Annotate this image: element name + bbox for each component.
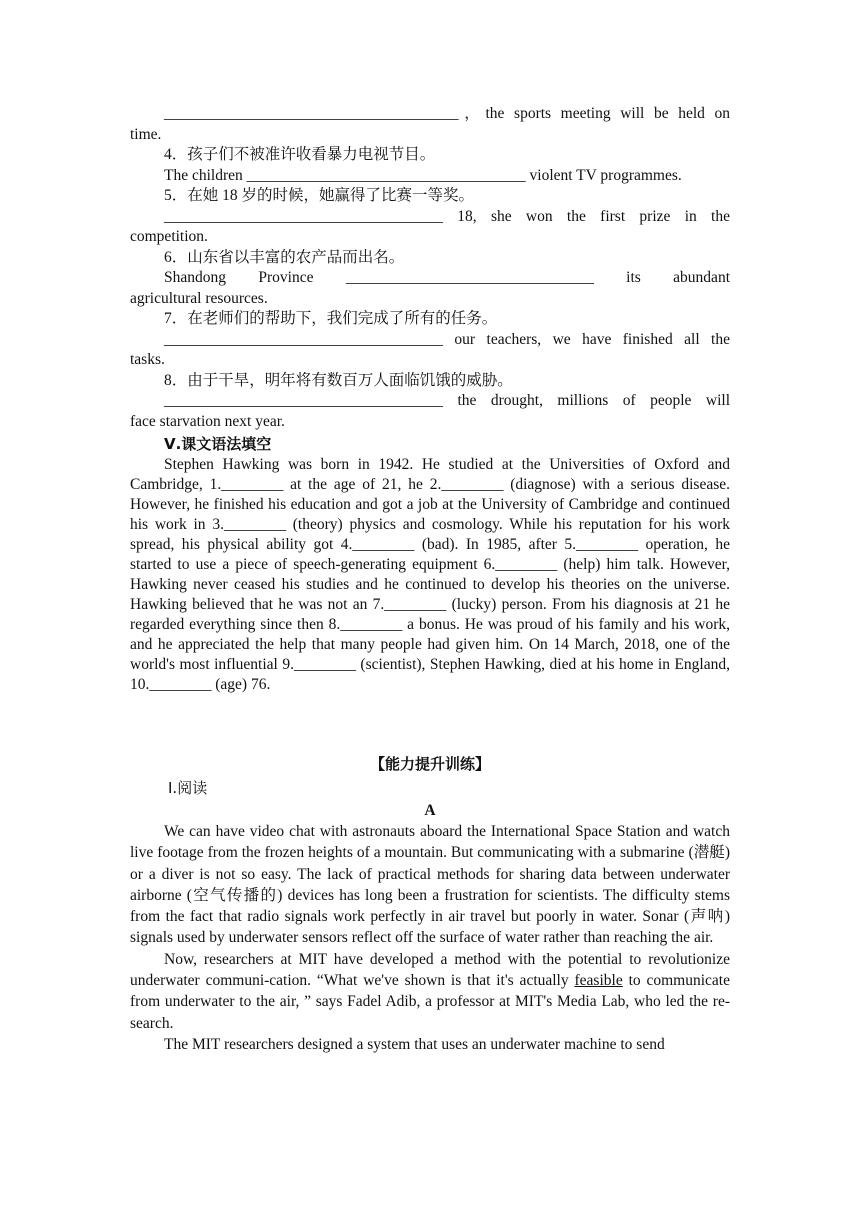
exercise-line-3-english-cont: time. bbox=[130, 125, 162, 143]
section-5-title: Ⅴ.课文语法填空 bbox=[164, 435, 272, 453]
exercise-5-english: ____________________________________ 18, she won the first prize in the bbox=[164, 207, 730, 225]
grammar-fill-paragraph: Stephen Hawking was born in 1942. He studied at the Universities of Oxford and Cambridge, 1.________ at the age of 21, he 2.________ (diagnose) with a serious disease. However, he finished his education and got a job at the University of Cambridge and continued his work in 3.________ (theory) physics and cosmology. While his reputation for his work spread, his physical ability got 4.________ (bad). In 1985, after 5.________ operation, he started to use a piece of speech-generating equipment 6.________ (help) him talk. However, Hawking never ceased his studies and he continued to develop his theories on the universe. Hawking believed that he was not an 7.________ (lucky) person. From his diagnosis at 21 he regarded everything since then 8.________ a bonus. He was proud of his family and his work, and he appreciated the help that many people had given him. On 14 March, 2018, one of the world's most influential 9.________ (scientist), Stephen Hawking, died at his home in England, 10.________ (age) 76. bbox=[130, 456, 730, 693]
exercise-7-english-cont: tasks. bbox=[130, 351, 165, 368]
exercise-5-english-cont: competition. bbox=[130, 228, 208, 245]
exercise-4-chinese: 4．孩子们不被准许收看暴力电视节目。 bbox=[164, 146, 436, 163]
grammar-fill-section bbox=[130, 455, 730, 695]
paragraph-2-text-after: to communicate from underwater to the air, ” says Fadel Adib, a professor at MIT's Media Lab, who led the re-search. bbox=[130, 972, 730, 1032]
exercise-8-english-cont: face starvation next year. bbox=[130, 412, 285, 430]
underlined-word-feasible: feasible bbox=[574, 972, 623, 990]
document-page bbox=[130, 104, 730, 1055]
translation-exercises bbox=[130, 104, 730, 432]
exercise-7-chinese: 7．在老师们的帮助下，我们完成了所有的任务。 bbox=[164, 310, 498, 327]
exercise-8-english: ____________________________________ the drought, millions of people will bbox=[164, 392, 730, 409]
passage-paragraph-1: We can have video chat with astronauts aboard the International Space Station and watch live footage from the frozen heights of a mountain. But communicating with a submarine (潜艇) or a diver is not so easy. The lack of practical methods for sharing data between underwater airborne (空气传播的) devices has long been a frustration for scientists. The difficulty stems from the fact that radio signals work perfectly in air travel but poorly in water. Sonar (声呐) signals used by underwater sensors reflect off the surface of water rather than reaching the air. bbox=[130, 823, 730, 947]
exercise-8-chinese: 8．由于干旱，明年将有数百万人面临饥饿的威胁。 bbox=[164, 371, 513, 389]
passage-paragraph-3: The MIT researchers designed a system that uses an underwater machine to send bbox=[164, 1035, 665, 1053]
exercise-4-english: The children ____________________________________ violent TV programmes. bbox=[164, 166, 682, 184]
paragraph-2-text-before: Now, researchers at MIT have developed a method with the potential to revolutionize underwater communi-cation. “What we've shown is that it's actually bbox=[130, 950, 730, 990]
exercise-line-3-english: ______________________________________，the sports meeting will be held on bbox=[164, 105, 730, 122]
exercise-5-chinese: 5．在她 18 岁的时候，她赢得了比赛一等奖。 bbox=[164, 187, 475, 204]
passage-paragraph-2 bbox=[130, 949, 730, 1034]
passage-label: A bbox=[424, 802, 436, 819]
reading-section-heading: Ⅰ.阅读 bbox=[168, 779, 208, 797]
exercise-6-chinese: 6．山东省以丰富的农产品而出名。 bbox=[164, 248, 405, 266]
exercise-6-english-cont: agricultural resources. bbox=[130, 289, 268, 307]
exercise-6-english: Shandong Province ________________________________ its abundant bbox=[164, 269, 730, 286]
ability-training-title: 【能力提升训练】 bbox=[369, 755, 490, 773]
exercise-7-english: ____________________________________ our teachers, we have finished all the bbox=[164, 330, 730, 348]
reading-passage bbox=[130, 821, 730, 1055]
